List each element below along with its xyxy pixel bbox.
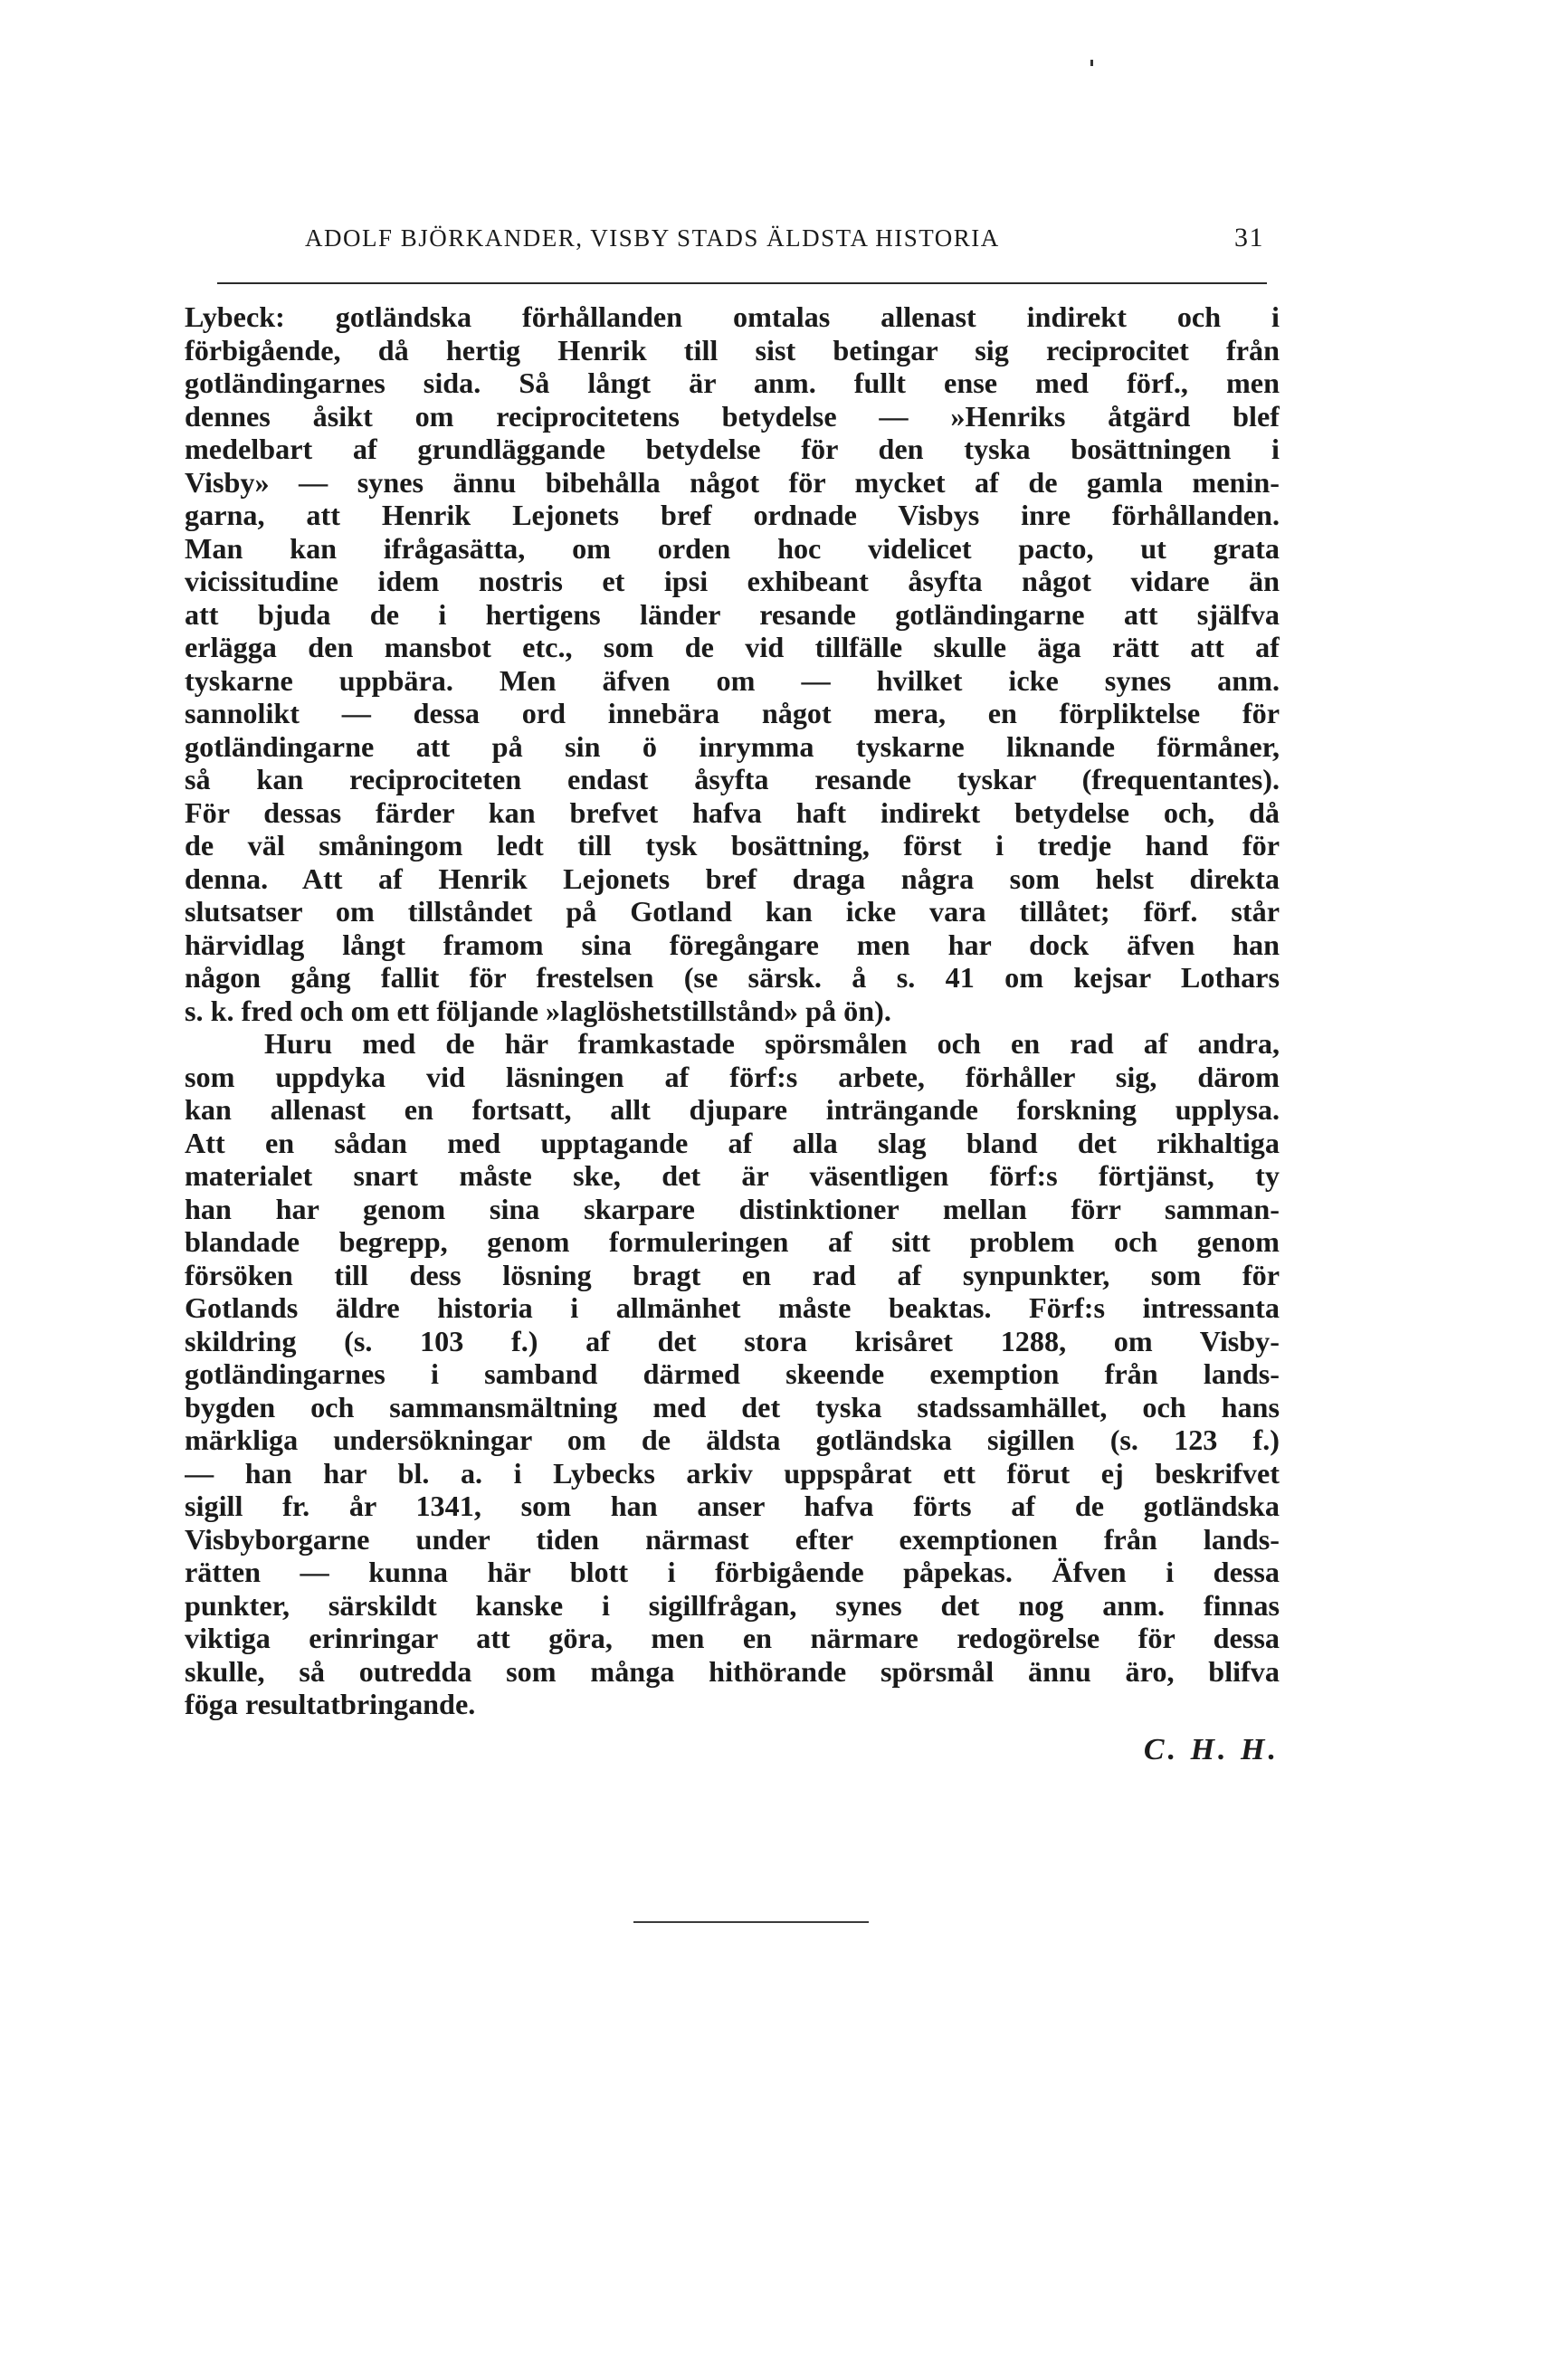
text-line: dennes åsikt om reciprocitetens betydelse — »Henriks åtgärd blef	[185, 399, 1280, 433]
text-line: någon gång fallit för frestelsen (se särsk. å s. 41 om kejsar Lothars	[185, 961, 1280, 994]
text-line: bygden och sammansmältning med det tyska stadssamhället, och hans	[185, 1390, 1280, 1423]
text-line: gotländingarnes i samband därmed skeende exemption från lands-	[185, 1357, 1280, 1390]
text-line: gotländingarne att på sin ö inrymma tyskarne liknande förmåner,	[185, 729, 1280, 763]
text-line: Huru med de här framkastade spörsmålen och en rad af andra,	[264, 1027, 1280, 1060]
text-line: punkter, särskildt kanske i sigillfrågan, synes det nog anm. finnas	[185, 1588, 1280, 1622]
running-head	[305, 224, 1264, 261]
text-line: vicissitudine idem nostris et ipsi exhibeant åsyfta något vidare än	[185, 565, 1280, 597]
end-rule	[633, 1921, 869, 1923]
header-rule	[217, 282, 1267, 284]
page-number: 31	[1234, 223, 1264, 252]
text-line: gotländingarnes sida. Så långt är anm. fullt ense med förf., men	[185, 367, 1280, 399]
text-line: att bjuda de i hertigens länder resande gotländingarne att själfva	[185, 597, 1280, 631]
text-line: sannolikt — dessa ord innebära något mera, en förpliktelse för	[185, 697, 1280, 729]
text-line: s. k. fred och om ett följande »laglöshetstillstånd» på ön).	[185, 994, 891, 1027]
text-line: skildring (s. 103 f.) af det stora krisåret 1288, om Visby-	[185, 1324, 1280, 1357]
text-line: han har genom sina skarpare distinktioner mellan förr samman-	[185, 1192, 1280, 1225]
text-line: Gotlands äldre historia i allmänhet måste beaktas. Förf:s intressanta	[185, 1291, 1280, 1324]
text-line: materialet snart måste ske, det är väsentligen förf:s förtjänst, ty	[185, 1159, 1280, 1192]
text-line: — han har bl. a. i Lybecks arkiv uppspårat ett förut ej beskrifvet	[185, 1456, 1280, 1490]
text-line: föga resultatbringande.	[185, 1688, 476, 1720]
text-line: så kan reciprociteten endast åsyfta resande tyskar (frequentantes).	[185, 763, 1280, 795]
text-line: de väl småningom ledt till tysk bosättning, först i tredje hand för	[185, 829, 1280, 862]
text-line: skulle, så outredda som många hithörande spörsmål ännu äro, blifva	[185, 1654, 1280, 1688]
text-line: erlägga den mansbot etc., som de vid tillfälle skulle äga rätt att af	[185, 631, 1280, 663]
text-line: viktiga erinringar att göra, men en närmare redogörelse för dessa	[185, 1622, 1280, 1654]
text-line: Lybeck: gotländska förhållanden omtalas allenast indirekt och i	[185, 300, 1280, 333]
running-head-title: ADOLF BJÖRKANDER, VISBY STADS ÄLDSTA HISTORIA	[305, 224, 1000, 252]
text-line: blandade begrepp, genom formuleringen af sitt problem och genom	[185, 1225, 1280, 1258]
author-initials: C. H. H.	[1143, 1732, 1280, 1766]
text-line: kan allenast en fortsatt, allt djupare inträngande forskning upplysa.	[185, 1093, 1280, 1126]
text-line: Visby» — synes ännu bibehålla något för mycket af de gamla menin-	[185, 465, 1280, 499]
text-line: försöken till dess lösning bragt en rad af synpunkter, som för	[185, 1258, 1280, 1291]
text-line: denna. Att af Henrik Lejonets bref draga några som helst direkta	[185, 862, 1280, 895]
text-line: garna, att Henrik Lejonets bref ordnade Visbys inre förhållanden.	[185, 499, 1280, 531]
text-line: medelbart af grundläggande betydelse för den tyska bosättningen i	[185, 433, 1280, 465]
text-line: som uppdyka vid läsningen af förf:s arbete, förhåller sig, därom	[185, 1060, 1280, 1093]
text-line: sigill fr. år 1341, som han anser hafva förts af de gotländska	[185, 1490, 1280, 1522]
text-line: För dessas färder kan brefvet hafva haft indirekt betydelse och, då	[185, 795, 1280, 829]
text-line: märkliga undersökningar om de äldsta gotländska sigillen (s. 123 f.)	[185, 1423, 1280, 1456]
text-line: Att en sådan med upptagande af alla slag bland det rikhaltiga	[185, 1126, 1280, 1159]
body-text	[185, 300, 1280, 1766]
signature-line	[185, 1721, 1280, 1766]
text-line: förbigående, då hertig Henrik till sist betingar sig reciprocitet från	[185, 333, 1280, 367]
text-line: Visbyborgarne under tiden närmast efter exemptionen från lands-	[185, 1522, 1280, 1556]
text-line: Man kan ifrågasätta, om orden hoc videlicet pacto, ut grata	[185, 531, 1280, 565]
text-line: rätten — kunna här blott i förbigående påpekas. Äfven i dessa	[185, 1556, 1280, 1588]
text-line: tyskarne uppbära. Men äfven om — hvilket icke synes anm.	[185, 663, 1280, 697]
text-line: slutsatser om tillståndet på Gotland kan icke vara tillåtet; förf. står	[185, 895, 1280, 928]
scan-speck	[1090, 60, 1093, 66]
text-line: härvidlag långt framom sina föregångare men har dock äfven han	[185, 928, 1280, 961]
